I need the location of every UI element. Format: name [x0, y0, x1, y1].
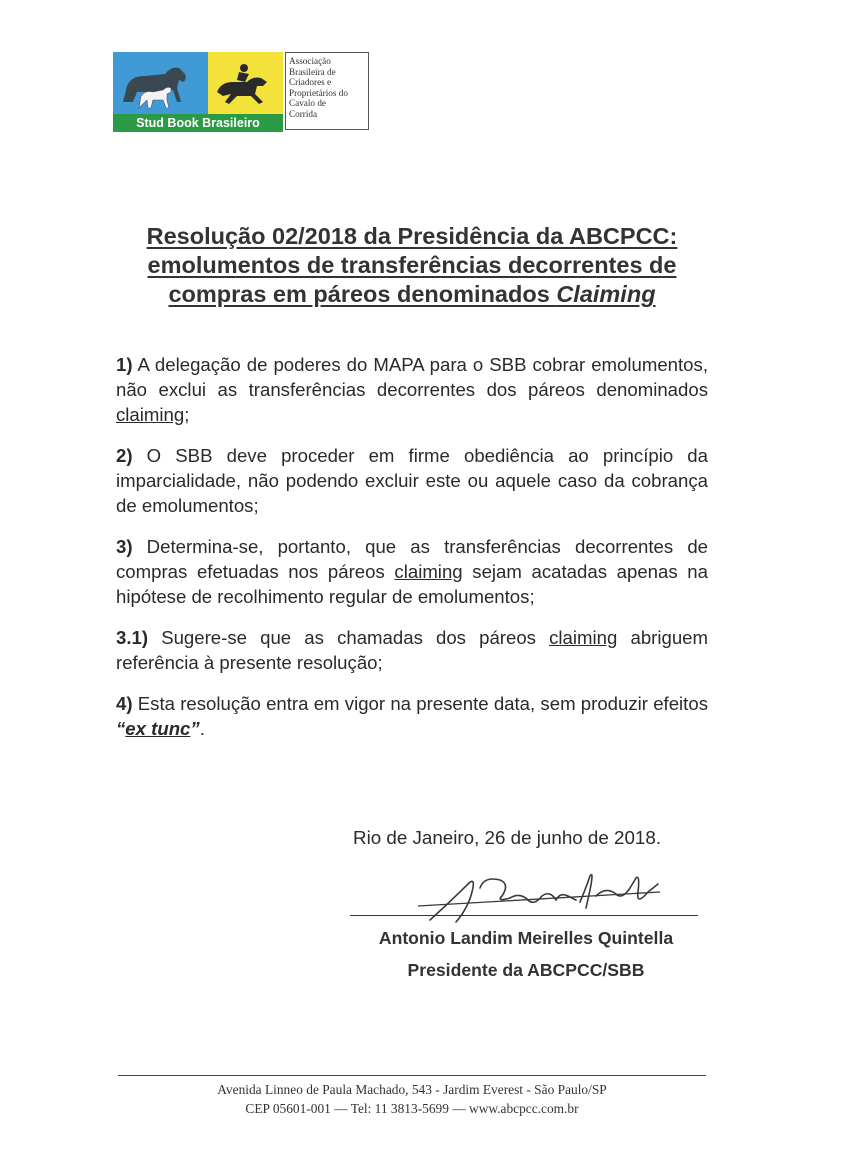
- place-and-date: Rio de Janeiro, 26 de junho de 2018.: [353, 827, 662, 848]
- paragraph-number: 1): [116, 354, 133, 375]
- horses-icon: [113, 52, 283, 114]
- association-line: Corrida: [289, 108, 318, 119]
- paragraph-4: [116, 691, 708, 741]
- paragraph-text-end: ;: [184, 404, 190, 425]
- association-line: Proprietários do: [289, 87, 348, 98]
- resolution-body: [116, 352, 708, 757]
- paragraph-text: Esta resolução entra em vigor na presente data, sem produzir efeitos: [132, 693, 708, 714]
- paragraph-text-end: sejam acatadas apenas na hipótese de recolhimento regular de emolumentos;: [116, 561, 708, 607]
- quote-close: ”: [190, 718, 200, 739]
- title-line-1: Resolução 02/2018 da Presidência da ABCPCC:: [146, 223, 678, 249]
- footer-address: [118, 1080, 706, 1118]
- quote-open: “: [116, 718, 126, 739]
- paragraph-text: Determina-se, portanto, que as transferências decorrentes de compras efetuadas nos páreos: [116, 536, 708, 582]
- footer-divider: [118, 1075, 706, 1076]
- paragraph-text-end: .: [199, 718, 205, 739]
- title-line-3-italic: Claiming: [556, 281, 656, 307]
- paragraph-number: 2): [116, 445, 133, 466]
- stud-book-logo-image: [113, 52, 283, 132]
- handwritten-signature: [410, 862, 690, 932]
- association-name-box: [285, 52, 369, 130]
- underlined-term: claiming: [116, 404, 185, 425]
- title-line-3: [100, 280, 724, 309]
- association-line: Brasileira de: [289, 66, 336, 77]
- paragraph-number: 3.1): [116, 627, 149, 648]
- logo-band-text: Stud Book Brasileiro: [113, 114, 283, 132]
- latin-term: ex tunc: [125, 718, 191, 739]
- paragraph-text-end: abriguem referência à presente resolução;: [116, 627, 708, 673]
- paragraph-text: O SBB deve proceder em firme obediência ao princípio da imparcialidade, não podendo excluir este ou aquele caso da cobrança de emolumentos;: [116, 445, 708, 516]
- paragraph-number: 4): [116, 693, 133, 714]
- paragraph-2: [116, 443, 708, 518]
- underlined-term: claiming: [549, 627, 618, 648]
- association-line: Cavalo de: [289, 98, 326, 109]
- paragraph-number: 3): [116, 536, 133, 557]
- paragraph-3: [116, 534, 708, 609]
- paragraph-3-1: [116, 625, 708, 675]
- association-line: Associação: [289, 56, 331, 66]
- paragraph-text: Sugere-se que as chamadas dos páreos: [148, 627, 550, 648]
- underlined-term: claiming: [394, 561, 463, 582]
- title-line-2: emolumentos de transferências decorrentes de: [147, 252, 677, 278]
- paragraph-1: [116, 352, 708, 427]
- footer-contact-line: CEP 05601-001 — Tel: 11 3813-5699 — www.abcpcc.com.br: [245, 1101, 579, 1116]
- footer-address-line: Avenida Linneo de Paula Machado, 543 - Jardim Everest - São Paulo/SP: [217, 1082, 607, 1097]
- association-line: Criadores e: [289, 77, 332, 88]
- signer-name: Antonio Landim Meirelles Quintella: [378, 928, 674, 948]
- organization-logo: [113, 52, 371, 132]
- signature-line: [350, 915, 698, 916]
- title-line-3-prefix: compras em páreos denominados: [168, 281, 557, 307]
- signer-title: Presidente da ABCPCC/SBB: [407, 960, 645, 980]
- document-title: [100, 222, 724, 309]
- paragraph-text: A delegação de poderes do MAPA para o SBB cobrar emolumentos, não exclui as transferências decorrentes dos páreos denominados: [116, 354, 708, 400]
- latin-expression: [116, 718, 200, 739]
